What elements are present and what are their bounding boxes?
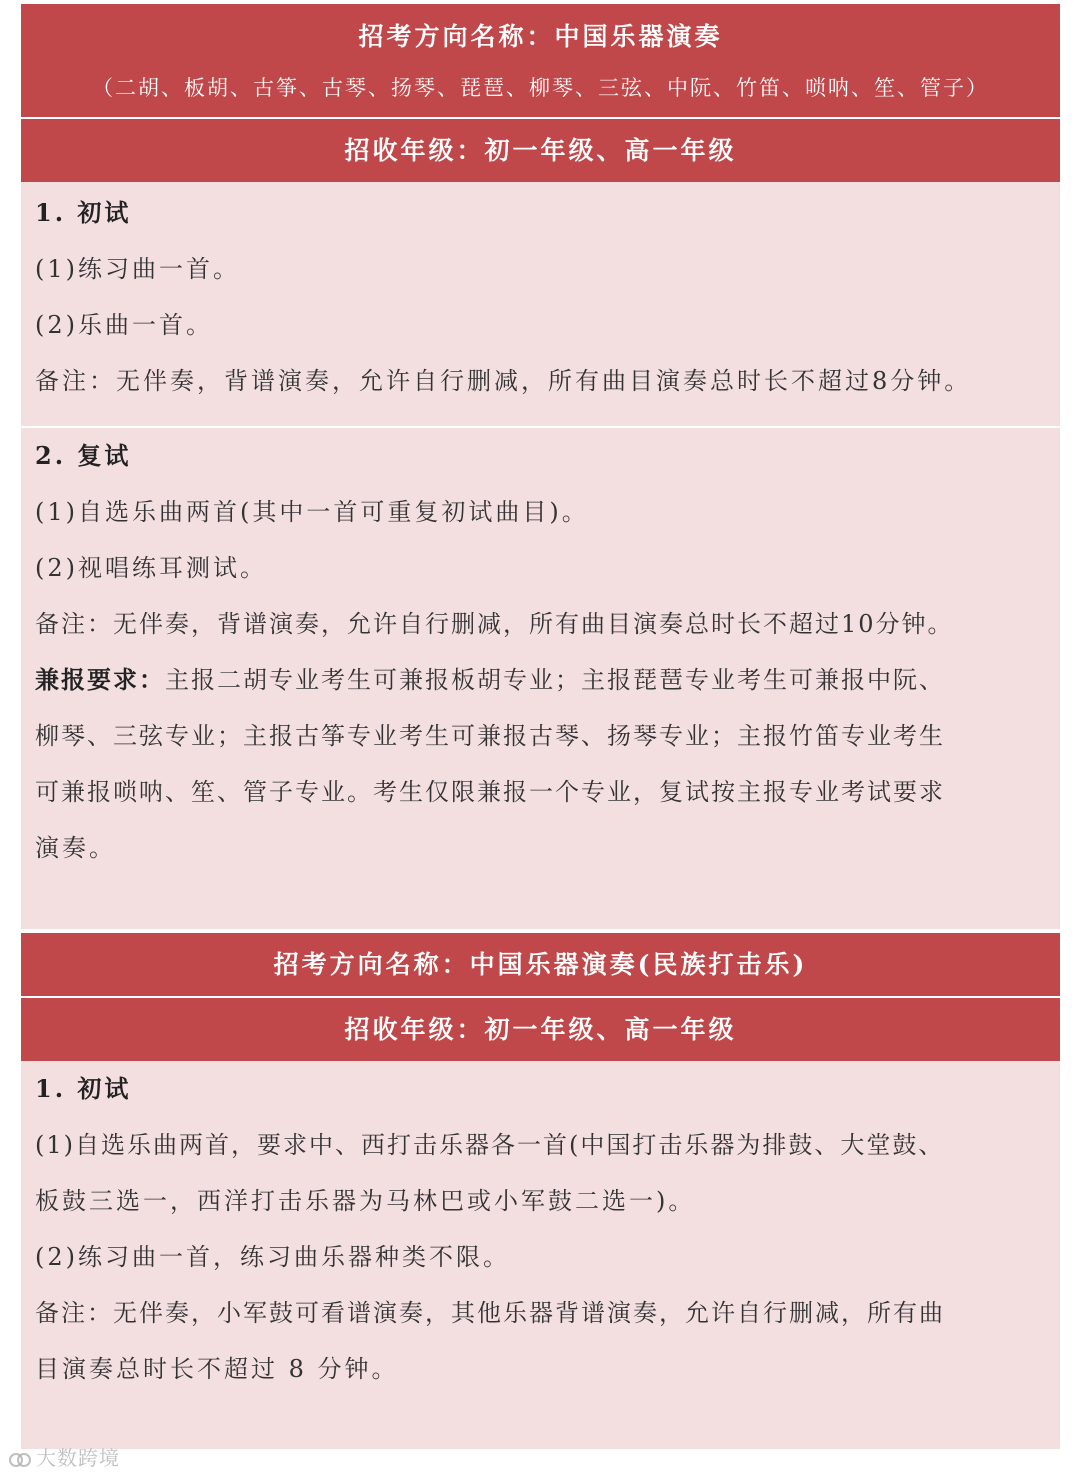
section-1-instruments: （二胡、板胡、古筝、古琴、扬琴、琵琶、柳琴、三弦、中阮、竹笛、唢呐、笙、管子） bbox=[92, 76, 989, 100]
prelim-note-line-2: 目演奏总时长不超过 8 分钟。 bbox=[35, 1355, 399, 1383]
section-2-grades-header bbox=[21, 998, 1060, 1061]
prelim-item-1: (1)练习曲一首。 bbox=[35, 255, 240, 283]
section-1 bbox=[21, 4, 1060, 929]
prelim-note-line-1: 备注：无伴奏，小军鼓可看谱演奏，其他乐器背谱演奏，允许自行删减，所有曲 bbox=[35, 1299, 945, 1327]
extra-requirement-line-1 bbox=[35, 652, 1046, 708]
section-2 bbox=[21, 933, 1060, 1449]
prelim-item-1-line-2: 板鼓三选一，西洋打击乐器为马林巴或小军鼓二选一)。 bbox=[35, 1187, 696, 1215]
retest-item-1: (1)自选乐曲两首(其中一首可重复初试曲目)。 bbox=[35, 498, 589, 526]
section-1-title: 招考方向名称：中国乐器演奏 bbox=[358, 22, 723, 51]
watermark-logo-icon bbox=[8, 1450, 32, 1470]
prelim-item-1-line-1: (1)自选乐曲两首，要求中、西打击乐器各一首(中国打击乐器为排鼓、大堂鼓、 bbox=[35, 1131, 945, 1159]
extra-requirement-line-4: 演奏。 bbox=[35, 834, 116, 862]
prelim-heading: 1. 初试 bbox=[35, 198, 132, 227]
section-1-retest-block bbox=[21, 428, 1060, 929]
watermark bbox=[8, 1442, 120, 1471]
section-2-prelim-block bbox=[21, 1061, 1060, 1449]
section-2-title: 招考方向名称：中国乐器演奏(民族打击乐) bbox=[273, 950, 808, 979]
section-1-grades: 招收年级：初一年级、高一年级 bbox=[344, 136, 737, 165]
prelim-item-2: (2)乐曲一首。 bbox=[35, 311, 213, 339]
extra-requirement-text-1: 主报二胡专业考生可兼报板胡专业；主报琵琶专业考生可兼报中阮、 bbox=[165, 666, 945, 694]
extra-requirement-line-3: 可兼报唢呐、笙、管子专业。考生仅限兼报一个专业，复试按主报专业考试要求 bbox=[35, 778, 945, 806]
extra-requirement-label: 兼报要求： bbox=[35, 665, 165, 694]
section-1-title-header bbox=[21, 4, 1060, 117]
section-1-grades-header bbox=[21, 119, 1060, 182]
section-1-prelim-block bbox=[21, 182, 1060, 426]
section-2-grades: 招收年级：初一年级、高一年级 bbox=[344, 1015, 737, 1044]
prelim-heading: 1. 初试 bbox=[35, 1074, 132, 1103]
prelim-note: 备注：无伴奏，背谱演奏，允许自行删减，所有曲目演奏总时长不超过8分钟。 bbox=[35, 367, 972, 395]
watermark-text: 大数跨境 bbox=[36, 1446, 120, 1470]
retest-note: 备注：无伴奏，背谱演奏，允许自行删减，所有曲目演奏总时长不超过10分钟。 bbox=[35, 610, 954, 638]
extra-requirement-line-2: 柳琴、三弦专业；主报古筝专业考生可兼报古琴、扬琴专业；主报竹笛专业考生 bbox=[35, 722, 945, 750]
section-2-title-header bbox=[21, 933, 1060, 996]
prelim-item-2: (2)练习曲一首，练习曲乐器种类不限。 bbox=[35, 1243, 510, 1271]
retest-item-2: (2)视唱练耳测试。 bbox=[35, 554, 267, 582]
retest-heading: 2. 复试 bbox=[35, 441, 132, 470]
